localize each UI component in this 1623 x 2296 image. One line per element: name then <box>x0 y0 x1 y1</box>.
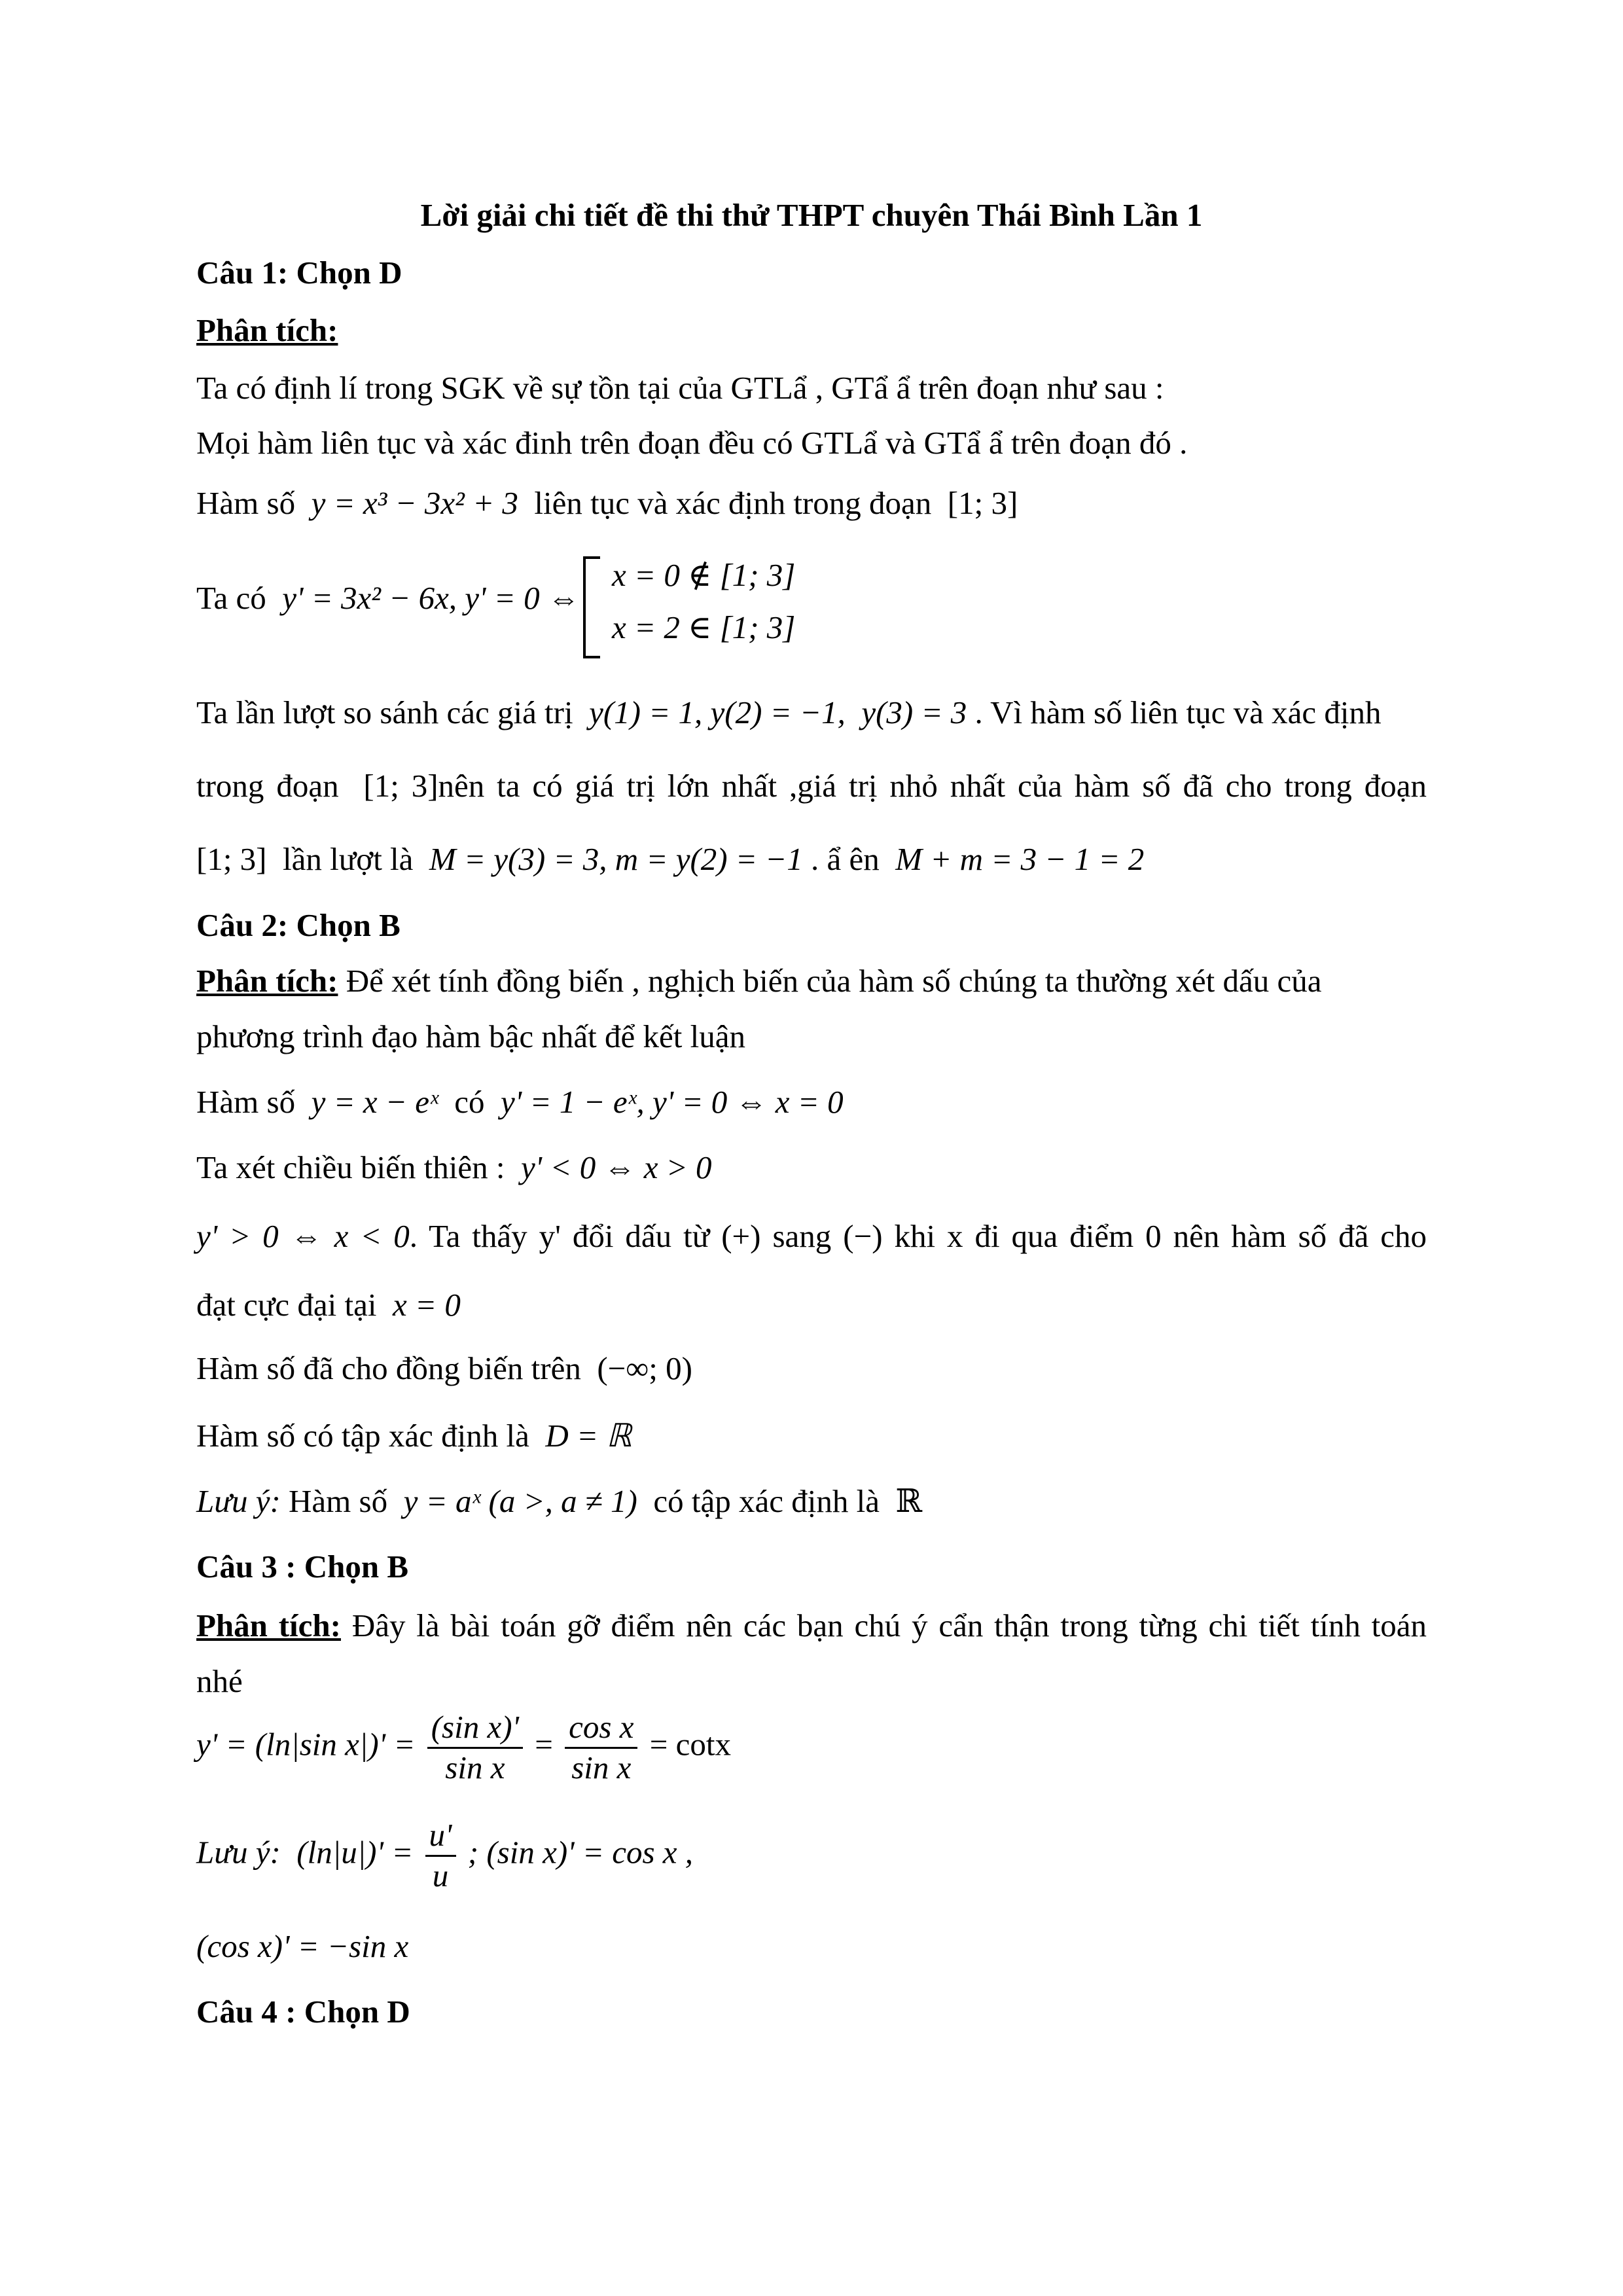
q1-function-eq: y = x³ − 3x² + 3 <box>311 485 518 521</box>
q2-analysis-label: Phân tích: <box>196 963 338 999</box>
q2-text-7: Hàm số đã cho đồng biến trên (−∞; 0) <box>196 1350 692 1386</box>
q3-fraction-1: $\frac{\text{(sin x)'}}{\text{sin x}}$ <box>427 1708 523 1787</box>
q2-text-1: Phân tích: Để xét tính đồng biến , nghịch biến của hàm số chúng ta thường xét dấu của <box>196 963 1322 999</box>
q3-fraction-3: $\frac{u'}{u}$ <box>425 1816 456 1895</box>
q1-text-5: Ta lần lượt so sánh các giá trị y(1) = 1, y(2) = −1, y(3) = 3 . Vì hàm số liên tục và xác định <box>196 694 1382 730</box>
q3-analysis-label: Phân tích: <box>196 1607 341 1643</box>
q4-heading: Câu 4 : Chọn D <box>196 1994 410 2030</box>
q3-heading: Câu 3 : Chọn B <box>196 1549 409 1585</box>
q3-derivative-eq: y' = (ln|sin x|)' = $\frac{\text{(sin x)'}}{\text{sin x}}$ = $\frac{\text{cos x}}{\text{sin x}}$ = cotx <box>196 1708 731 1787</box>
q1-interval: [1; 3] <box>947 485 1018 521</box>
q1-case-1: x = 0 ∉ [1; 3] <box>612 557 796 593</box>
q1-case-2: x = 2 ∈ [1; 3] <box>612 609 796 645</box>
q3-note-label: Lưu ý: <box>196 1834 281 1871</box>
q3-cos-rule: (cos x)' = −sin x <box>196 1928 409 1964</box>
q3-text-1: Phân tích: Đây là bài toán gỡ điểm nên các bạn chú ý cẩn thận trong từng chi tiết tính toán <box>196 1607 1427 1643</box>
q1-heading: Câu 1: Chọn D <box>196 255 402 291</box>
q2-text-6: đạt cực đại tại x = 0 <box>196 1287 461 1323</box>
q2-text-5: y' > 0 ⇔ x < 0. Ta thấy y' đổi dấu từ (+) sang (−) khi x đi qua điểm 0 nên hàm số đã cho <box>196 1218 1427 1254</box>
q3-text-2: nhé <box>196 1663 243 1699</box>
q3-note: Lưu ý: (ln|u|)' = $\frac{u'}{u}$ ; (sin x)' = cos x , <box>196 1816 693 1895</box>
q2-text-8: Hàm số có tập xác định là D = ℝ <box>196 1418 632 1454</box>
q1-analysis-label: Phân tích: <box>196 312 338 348</box>
bracket-icon <box>579 555 605 660</box>
q3-fraction-2: $\frac{\text{cos x}}{\text{sin x}}$ <box>565 1708 637 1787</box>
q2-text-4: Ta xét chiều biến thiên : y' < 0 ⇔ x > 0 <box>196 1149 712 1185</box>
q2-text-3: Hàm số y = x − eˣ có y' = 1 − eˣ, y' = 0 ⇔ x = 0 <box>196 1084 844 1120</box>
q1-text-3: Hàm số y = x³ − 3x² + 3 liên tục và xác định trong đoạn [1; 3] <box>196 485 1018 521</box>
q2-text-2: phương trình đạo hàm bậc nhất để kết luận <box>196 1018 745 1054</box>
q1-text-1: Ta có định lí trong SGK về sự tồn tại của GTLẩ , GTẩ ẩ trên đoạn như sau : <box>196 370 1164 406</box>
q2-note-label: Lưu ý: <box>196 1483 281 1519</box>
q1-text-2: Mọi hàm liên tục và xác đinh trên đoạn đều có GTLẩ và GTẩ ẩ trên đoạn đó . <box>196 425 1188 461</box>
q1-text-6: trong đoạn [1; 3]nên ta có giá trị lớn nhất ,giá trị nhỏ nhất của hàm số đã cho trong đoạn <box>196 768 1427 804</box>
q1-derivative: Ta có y' = 3x² − 6x, y' = 0 ⇔ <box>196 580 580 616</box>
document-title: Lời giải chi tiết đề thi thử THPT chuyên Thái Bình Lần 1 <box>420 197 1203 233</box>
q2-note: Lưu ý: Hàm số y = aˣ (a >, a ≠ 1) có tập xác định là ℝ <box>196 1483 923 1519</box>
q2-heading: Câu 2: Chọn B <box>196 907 401 943</box>
q1-text-7: [1; 3] lần lượt là M = y(3) = 3, m = y(2) = −1 . ẩ ên M + m = 3 − 1 = 2 <box>196 841 1145 877</box>
